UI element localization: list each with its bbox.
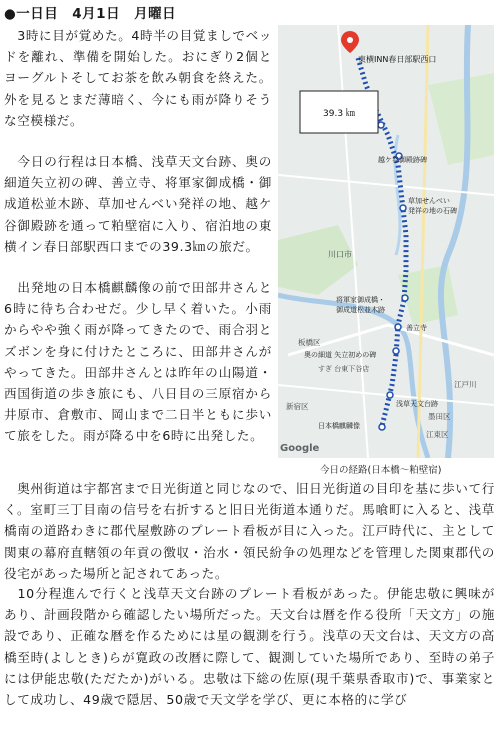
map-label-koto: 江東区 xyxy=(426,430,449,439)
paragraph-start: 出発地の日本橋麒麟像の前で田部井さんと6時に待ち合わせだ。少し早く着いた。小雨からやや強く雨が降ってきたので、雨合羽とズボンを身に付けたところに、田部井さんがやってきた。田部井さんとは昨年の山陽道・西国街道の歩き旅にも、八日目の三原宿から井原市、倉敷市、岡山まで二日半ともに歩いて旅をした。雨が降る中を6時に出発した。 xyxy=(4,280,272,444)
paragraph-observatory: 10分程進んで行くと浅草天文台跡のプレート看板があった。伊能忠敬に興味があり、計画段階から確認したい場所だった。天文台は暦を作る役所「天文方」の施設であり、正確な暦を作るためには星の観測を行う。浅草の天文台は、天文方の高橋至時(よしとき)らが寛政の改暦に際して、観測していた場所であり、至時の弟子には伊能忠敬(ただたか)がいる。忠敬は下総の佐原(現千葉県香取市)で、事業家として成功し、49歳で隠居、50歳で天文学を学び、更に本格的に学び xyxy=(4,586,495,708)
map-label-koshigaya: 越ケ谷御殿跡碑 xyxy=(378,156,427,164)
map-label-edogawa: 江戸川 xyxy=(454,380,477,389)
google-logo: Google xyxy=(280,443,320,454)
map-label-kawaguchi: 川口市 xyxy=(328,250,352,259)
paragraph-oshu-kaido: 奥州街道は宇都宮まで日光街道と同じなので、旧日光街道の目印を基に歩いて行く。室町三丁目南の信号を右折すると旧日光街道本通りだ。馬喰町に入ると、浅草橋南の道路わきに郡代屋敷跡のプレート看板が目に入った。江戸時代に、主として関東の幕府直轄領の年貢の徴収・治水・領民紛争の処理などを管理した関東郡代の役宅があった場所と記されてあった。 xyxy=(4,481,495,581)
paragraph-itinerary: 今日の行程は日本橋、浅草天文台跡、奥の細道矢立初の碑、善立寺、将軍家御成橋・御成道松並木跡、草加せんべい発祥の地、越ケ谷御殿跡を通って粕壁宿に入り、宿泊地の東横イン春日部駅西口までの39.3㎞の旅だ。 xyxy=(4,154,272,254)
map-label-nihonbashi: 日本橋麒麟像 xyxy=(318,422,360,430)
map-label-sumida: 墨田区 xyxy=(428,412,451,421)
map-label-start: 東横INN春日部駅西口 xyxy=(358,55,437,64)
day-heading: ●一日目 4月1日 月曜日 xyxy=(4,6,177,22)
paragraph-morning: 3時に目が覚めた。4時半の目覚ましでベッドを離れ、準備を開始した。おにぎり2個とヨーグルトそしてお茶を飲み朝食を終えた。外を見るとまだ薄暗く、今にも雨が降りそうな空模様だ。 xyxy=(4,28,272,128)
route-map-graphic xyxy=(278,25,494,458)
map-label-shinjuku: 新宿区 xyxy=(286,402,309,411)
map-label-itabashi: 板橋区 xyxy=(298,338,321,347)
route-map xyxy=(278,25,494,458)
map-label-shop: すぎ 台東下谷店 xyxy=(318,365,370,373)
map-label-soka-1: 草加せんべい xyxy=(408,197,450,205)
map-label-soka-2: 発祥の地の石碑 xyxy=(408,207,457,215)
map-caption: 今日の経路(日本橋～粕壁宿) xyxy=(320,465,442,476)
map-label-asakusa-observatory: 浅草天文台跡 xyxy=(396,400,438,408)
map-label-zenryuji: 善立寺 xyxy=(406,324,427,332)
map-label-onaribashi-1: 将軍家御成橋・ xyxy=(336,296,385,304)
map-label-yatate: 奥の細道 矢立初めの碑 xyxy=(304,351,377,359)
map-label-onaribashi-2: 御成道松並木跡 xyxy=(336,306,385,314)
distance-label: 39.3 ㎞ xyxy=(323,109,355,119)
